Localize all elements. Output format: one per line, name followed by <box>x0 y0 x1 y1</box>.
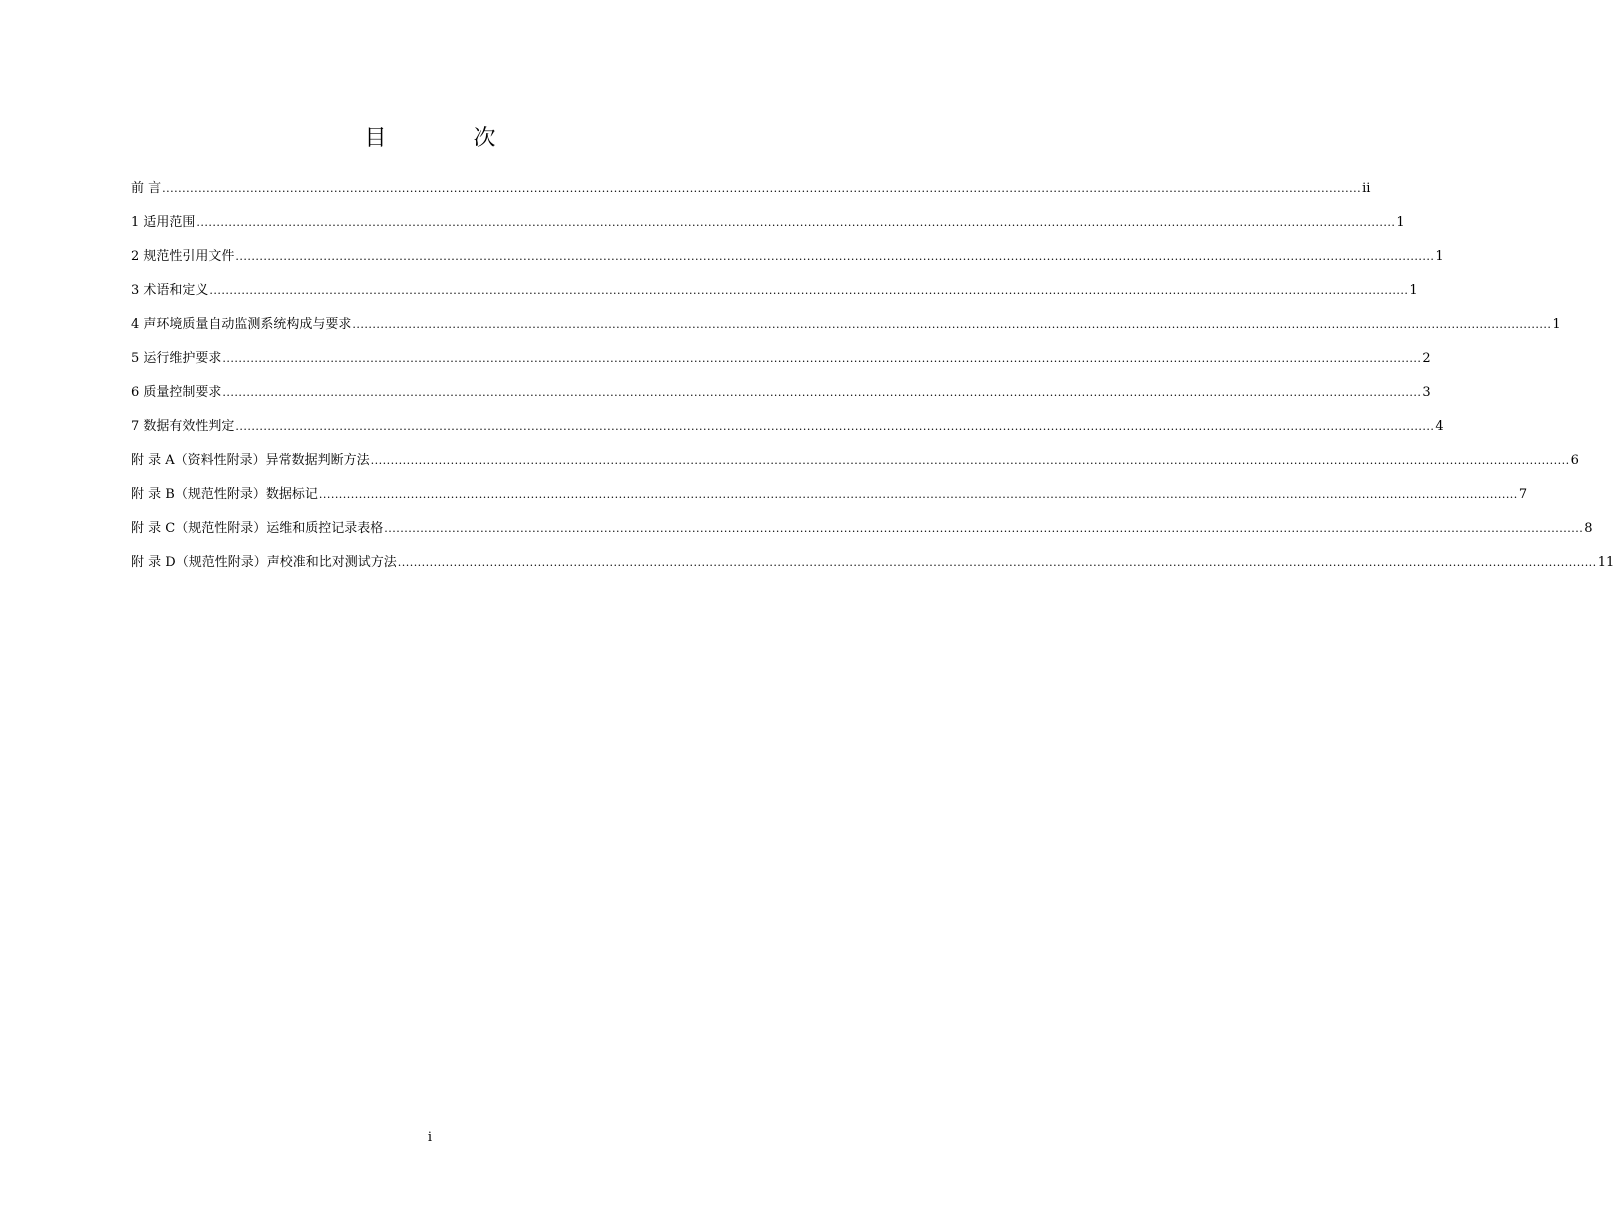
toc-entry-appendix-c[interactable] <box>131 520 1593 554</box>
dot-leader: ............................................................................................................................................................................................................................................................................................................ <box>222 352 1422 365</box>
dot-leader: ............................................................................................................................................................................................................................................................................................................ <box>370 454 1570 467</box>
toc-entry-page: 6 <box>1570 453 1579 468</box>
toc-entry-page: 11 <box>1597 555 1614 570</box>
dot-leader: ............................................................................................................................................................................................................................................................................................................ <box>222 386 1422 399</box>
dot-leader: ............................................................................................................................................................................................................................................................................................................ <box>352 318 1552 331</box>
toc-entry-label: 附 录 C（规范性附录）运维和质控记录表格 <box>131 521 384 536</box>
toc-entry-label: 7 数据有效性判定 <box>131 419 235 434</box>
toc-entry-system-composition[interactable] <box>131 316 1561 350</box>
toc-entry-operation-maintenance[interactable] <box>131 350 1431 384</box>
toc-entry-page: 1 <box>1435 249 1444 264</box>
toc-entry-appendix-a[interactable] <box>131 452 1579 486</box>
dot-leader: ............................................................................................................................................................................................................................................................................................................ <box>209 284 1409 297</box>
toc-entry-label: 4 声环境质量自动监测系统构成与要求 <box>131 317 352 332</box>
toc-entry-page: 7 <box>1518 487 1528 502</box>
toc-entry-label: 2 规范性引用文件 <box>131 249 235 264</box>
toc-entry-label: 5 运行维护要求 <box>131 351 222 366</box>
toc-entry-label: 附 录 A（资料性附录）异常数据判断方法 <box>131 453 370 468</box>
toc-entry-label: 3 术语和定义 <box>131 283 209 298</box>
toc-entry-terms-definitions[interactable] <box>131 282 1418 316</box>
toc-entry-quality-control[interactable] <box>131 384 1431 418</box>
toc-entry-appendix-b[interactable] <box>131 486 1528 520</box>
toc-entry-page: ii <box>1362 181 1371 196</box>
dot-leader: ............................................................................................................................................................................................................................................................................................................ <box>384 522 1584 535</box>
dot-leader: ............................................................................................................................................................................................................................................................................................................ <box>196 216 1396 229</box>
toc-entry-scope[interactable] <box>131 214 1405 248</box>
toc-entry-page: 2 <box>1422 351 1431 366</box>
toc-entry-page: 1 <box>1409 283 1418 298</box>
toc-entry-page: 1 <box>1552 317 1561 332</box>
toc-entry-appendix-d[interactable] <box>131 554 1614 588</box>
toc-entry-label: 1 适用范围 <box>131 215 196 230</box>
table-of-contents <box>131 180 1614 588</box>
toc-entry-page: 8 <box>1584 521 1593 536</box>
toc-entry-page: 1 <box>1396 215 1405 230</box>
toc-entry-preface[interactable] <box>131 180 1371 214</box>
toc-entry-label: 6 质量控制要求 <box>131 385 222 400</box>
dot-leader: ............................................................................................................................................................................................................................................................................................................ <box>318 488 1518 501</box>
toc-entry-label: 前 言 <box>131 181 162 196</box>
toc-entry-normative-references[interactable] <box>131 248 1444 282</box>
dot-leader: ............................................................................................................................................................................................................................................................................................................ <box>235 420 1435 433</box>
dot-leader: ............................................................................................................................................................................................................................................................................................................ <box>235 250 1435 263</box>
toc-entry-page: 3 <box>1422 385 1431 400</box>
toc-entry-page: 4 <box>1435 419 1444 434</box>
page-title: 目 次 <box>364 126 536 151</box>
toc-entry-label: 附 录 D（规范性附录）声校准和比对测试方法 <box>131 555 397 570</box>
dot-leader: ............................................................................................................................................................................................................................................................................................................ <box>397 556 1597 569</box>
toc-entry-label: 附 录 B（规范性附录）数据标记 <box>131 487 318 502</box>
dot-leader: ............................................................................................................................................................................................................................................................................................................ <box>162 182 1362 195</box>
toc-entry-data-validity[interactable] <box>131 418 1444 452</box>
footer-page-number: i <box>427 1130 433 1145</box>
